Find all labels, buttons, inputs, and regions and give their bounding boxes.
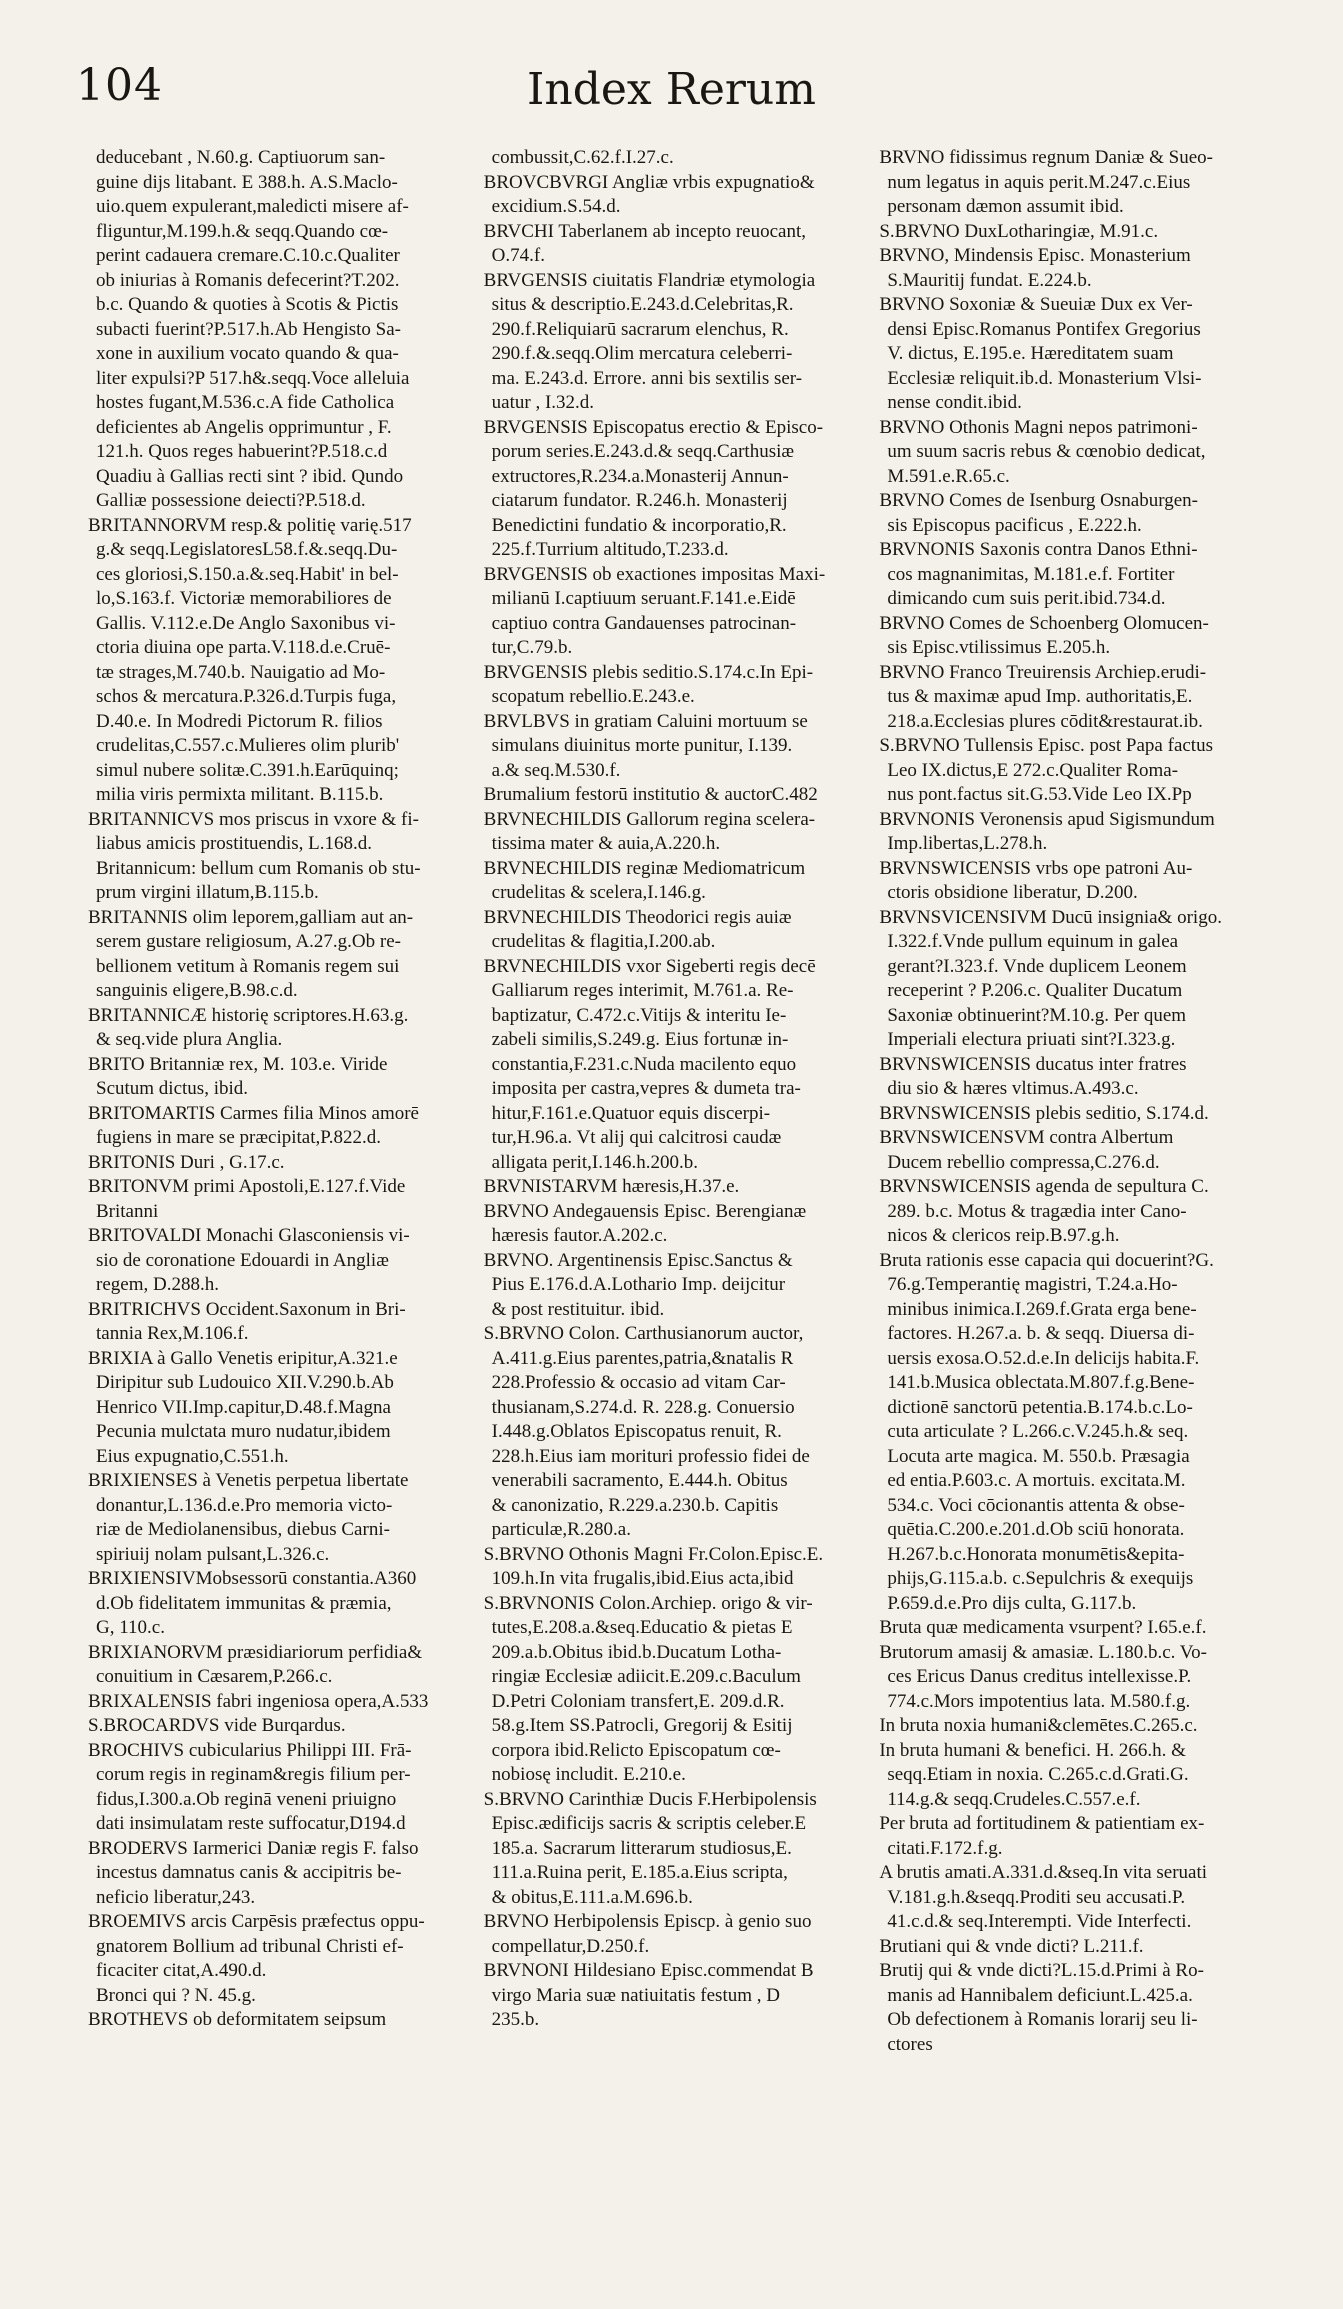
index-line: P.659.d.e.Pro dijs culta, G.117.b. xyxy=(887,1592,1137,1614)
index-line: xone in auxilium vocato quando & qua- xyxy=(96,343,399,364)
index-line: corpora ibid.Relicto Episcopatum cœ- xyxy=(491,1739,781,1761)
index-line: I.448.g.Oblatos Episcopatus renuit, R. xyxy=(491,1421,782,1442)
index-line: V. dictus, E.195.e. Hæreditatem suam xyxy=(887,343,1174,364)
index-line: D.Petri Coloniam transfert,E. 209.d.R. xyxy=(491,1690,785,1712)
index-line: Britanni xyxy=(96,1200,159,1222)
index-line: g.& seqq.LegislatoresL58.f.&.seqq.Du- xyxy=(96,539,398,560)
index-line: milia viris permixta militant. B.115.b. xyxy=(96,784,384,805)
index-line: receperint ? P.206.c. Qualiter Ducatum xyxy=(887,980,1183,1001)
index-line: cos magnanimitas, M.181.e.f. Fortiter xyxy=(887,563,1175,585)
index-line: D.40.e. In Modredi Pictorum R. filios xyxy=(96,710,383,732)
index-line: S.BRVNO Othonis Magni Fr.Colon.Episc.E. xyxy=(483,1543,824,1565)
index-line: BRVCHI Taberlanem ab incepto reuocant, xyxy=(483,220,807,242)
index-line: imposita per castra,vepres & dumeta tra- xyxy=(491,1078,801,1099)
index-line: BRVNO Othonis Magni nepos patrimoni- xyxy=(879,416,1198,438)
index-line: Imperiali electura priuati sint?I.323.g. xyxy=(887,1029,1176,1050)
index-line: thusianam,S.274.d. R. 228.g. Conuersio xyxy=(491,1396,795,1418)
index-line: BRVNONIS Saxonis contra Danos Ethni- xyxy=(879,539,1198,560)
index-line: sanguinis eligere,B.98.c.d. xyxy=(96,980,298,1001)
index-line: constantia,F.231.c.Nuda macilento equo xyxy=(491,1053,797,1075)
index-line: BRVNECHILDIS Theodorici regis auiæ xyxy=(483,906,792,928)
index-line: nicos & clericos reip.B.97.g.h. xyxy=(887,1225,1120,1246)
index-line: crudelitas & scelera,I.146.g. xyxy=(491,882,706,903)
index-line: dati insimulatam reste suffocatur,D194.d xyxy=(96,1813,406,1834)
index-line: S.BRVNONIS Colon.Archiep. origo & vir- xyxy=(483,1592,813,1614)
index-line: num legatus in aquis perit.M.247.c.Eius xyxy=(887,171,1191,193)
index-line: Quadiu à Gallias recti sint ? ibid. Qundo xyxy=(96,465,404,487)
index-line: tus & maximæ apud Imp. authoritatis,E. xyxy=(887,686,1193,707)
index-line: BRVNSWICENSIS vrbs ope patroni Au- xyxy=(879,857,1193,879)
index-line: hitur,F.161.e.Quatuor equis discerpi- xyxy=(491,1102,771,1124)
index-line: BRVGENSIS plebis seditio.S.174.c.In Epi- xyxy=(483,661,814,683)
index-line: ringiæ Ecclesiæ adiicit.E.209.c.Baculum xyxy=(491,1666,801,1687)
index-line: BRITANNIS olim leporem,galliam aut an- xyxy=(88,906,414,928)
index-line: factores. H.267.a. b. & seqq. Diuersa di- xyxy=(887,1323,1195,1344)
index-line: BRVNO. Argentinensis Episc.Sanctus & xyxy=(483,1249,793,1271)
index-line: Saxoniæ obtinuerint?M.10.g. Per quem xyxy=(887,1004,1187,1026)
index-line: um suum sacris rebus & cœnobio dedicat, xyxy=(887,441,1206,462)
index-line: Ecclesiæ reliquit.ib.d. Monasterium Vlsi- xyxy=(887,367,1202,389)
index-line: 209.a.b.Obitus ibid.b.Ducatum Lotha- xyxy=(491,1641,782,1663)
index-line: a.& seq.M.530.f. xyxy=(491,759,621,781)
index-line: S.BROCARDVS vide Burqardus. xyxy=(88,1715,346,1736)
index-line: ces gloriosi,S.150.a.&.seq.Habit' in bel- xyxy=(96,563,399,585)
index-line: dimicando cum suis perit.ibid.734.d. xyxy=(887,588,1166,609)
index-line: sio de coronatione Edouardi in Angliæ xyxy=(96,1249,389,1271)
index-line: perint cadauera cremare.C.10.c.Qualiter xyxy=(96,245,400,266)
index-line: H.267.b.c.Honorata monumētis&epita- xyxy=(887,1543,1185,1565)
index-line: Locuta arte magica. M. 550.b. Præsagia xyxy=(887,1445,1190,1467)
index-line: nus pont.factus sit.G.53.Vide Leo IX.Pp xyxy=(887,784,1192,805)
index-column-right xyxy=(879,146,1251,2266)
index-line: baptizatur, C.472.c.Vitijs & interitu Ie- xyxy=(491,1004,787,1026)
index-line: hostes fugant,M.536.c.A fide Catholica xyxy=(96,392,395,413)
index-line: uersis exosa.O.52.d.e.In delicijs habita.F. xyxy=(887,1347,1200,1369)
index-line: Gallis. V.112.e.De Anglo Saxonibus vi- xyxy=(96,612,396,634)
index-line: manis ad Hannibalem deficiunt.L.425.a. xyxy=(887,1984,1193,2006)
index-line: ed entia.P.603.c. A mortuis. excitata.M. xyxy=(887,1470,1186,1491)
index-line: 289. b.c. Motus & tragædia inter Cano- xyxy=(887,1200,1187,1222)
index-line: tur,C.79.b. xyxy=(491,637,573,658)
index-line: Britannicum: bellum cum Romanis ob stu- xyxy=(96,857,421,879)
index-line: lo,S.163.f. Victoriæ memorabiliores de xyxy=(96,588,392,609)
index-line: Benedictini fundatio & incorporatio,R. xyxy=(491,514,787,536)
index-line: ciatarum fundator. R.246.h. Monasterij xyxy=(491,490,788,511)
index-line: cuta articulate ? L.266.c.V.245.h.& seq. xyxy=(887,1421,1189,1442)
index-line: sis Episcopus pacificus , E.222.h. xyxy=(887,514,1142,536)
index-line: BRVNECHILDIS reginæ Mediomatricum xyxy=(483,857,806,879)
index-line: Bronci qui ? N. 45.g. xyxy=(96,1984,256,2006)
index-line: densi Episc.Romanus Pontifex Gregorius xyxy=(887,318,1201,340)
index-line: 185.a. Sacrarum litterarum studiosus,E. xyxy=(491,1837,792,1859)
index-line: d.Ob fidelitatem immunitas & præmia, xyxy=(96,1592,392,1614)
index-line: BRVGENSIS Episcopatus erectio & Episco- xyxy=(483,416,824,438)
index-line: compellatur,D.250.f. xyxy=(491,1935,650,1957)
index-line: V.181.g.h.&seqq.Proditi seu accusati.P. xyxy=(887,1886,1186,1908)
index-line: Galliarum reges interimit, M.761.a. Re- xyxy=(491,980,794,1001)
index-line: 774.c.Mors impotentius lata. M.580.f.g. xyxy=(887,1690,1191,1712)
index-line: G, 110.c. xyxy=(96,1617,165,1638)
index-line: tæ strages,M.740.b. Nauigatio ad Mo- xyxy=(96,661,386,683)
index-line: Scutum dictus, ibid. xyxy=(96,1078,248,1099)
index-line: 141.b.Musica oblectata.M.807.f.g.Bene- xyxy=(887,1372,1195,1393)
index-line: BROCHIVS cubicularius Philippi III. Frā- xyxy=(88,1739,412,1761)
index-line: S.BRVNO Colon. Carthusianorum auctor, xyxy=(483,1323,804,1344)
index-line: ces Ericus Danus creditus intellexisse.P. xyxy=(887,1666,1192,1687)
index-line: O.74.f. xyxy=(491,245,545,266)
index-line: dictionē sanctorū petentia.B.174.b.c.Lo- xyxy=(887,1396,1193,1418)
index-line: Leo IX.dictus,E 272.c.Qualiter Roma- xyxy=(887,759,1179,781)
index-line: BRVNO Soxoniæ & Sueuiæ Dux ex Ver- xyxy=(879,294,1193,315)
index-line: Pecunia mulctata muro nudatur,ibidem xyxy=(96,1421,391,1442)
index-line: regem, D.288.h. xyxy=(96,1274,219,1295)
index-line: Brutorum amasij & amasiæ. L.180.b.c. Vo- xyxy=(879,1641,1207,1663)
index-line: BRIXIENSES à Venetis perpetua libertate xyxy=(88,1470,409,1491)
index-line: corum regis in reginam&regis filium per- xyxy=(96,1764,411,1785)
index-line: 114.g.& seqq.Crudeles.C.557.e.f. xyxy=(887,1788,1141,1810)
index-line: excidium.S.54.d. xyxy=(491,196,621,217)
index-line: 41.c.d.& seq.Interempti. Vide Interfecti. xyxy=(887,1911,1192,1932)
index-line: 228.h.Eius iam morituri professio fidei de xyxy=(491,1445,810,1467)
index-line: schos & mercatura.P.326.d.Turpis fuga, xyxy=(96,686,397,707)
index-line: BRIXIANORVM præsidiariorum perfidia& xyxy=(88,1641,423,1663)
index-line: nobiosę includit. E.210.e. xyxy=(491,1764,686,1785)
index-line: situs & descriptio.E.243.d.Celebritas,R. xyxy=(491,294,794,315)
index-line: BRITOMARTIS Carmes filia Minos amorē xyxy=(88,1102,419,1124)
index-column-middle xyxy=(484,146,856,2266)
index-line: 290.f.&.seqq.Olim mercatura celeberri- xyxy=(491,343,793,364)
index-line: tur,H.96.a. Vt alij qui calcitrosi caudæ xyxy=(491,1127,782,1148)
index-line: fliguntur,M.199.h.& seqq.Quando cœ- xyxy=(96,220,389,242)
index-line: tutes,E.208.a.&seq.Educatio & pietas E xyxy=(491,1617,793,1638)
index-line: BROTHEVS ob deformitatem seipsum xyxy=(88,2009,387,2030)
index-line: Eius expugnatio,C.551.h. xyxy=(96,1445,289,1467)
index-line: hæresis fautor.A.202.c. xyxy=(491,1225,668,1246)
index-line: BRVNO Comes de Schoenberg Olomucen- xyxy=(879,612,1209,634)
index-line: BRVNSWICENSIS agenda de sepultura C. xyxy=(879,1176,1209,1197)
index-line: liter expulsi?P 517.h&.seqq.Voce alleluia xyxy=(96,367,410,389)
index-line: A brutis amati.A.331.d.&seq.In vita seruati xyxy=(879,1862,1208,1883)
index-line: 225.f.Turrium altitudo,T.233.d. xyxy=(491,539,729,560)
index-line: zabeli similis,S.249.g. Eius fortunæ in- xyxy=(491,1029,789,1050)
index-line: BRIXIENSIVMobsessorū constantia.A360 xyxy=(88,1568,417,1589)
index-line: nense condit.ibid. xyxy=(887,392,1022,413)
index-line: 109.h.In vita frugalis,ibid.Eius acta,ibid xyxy=(491,1568,794,1589)
index-line: 76.g.Temperantię magistri, T.24.a.Ho- xyxy=(887,1274,1178,1295)
index-line: BRVNSWICENSIS ducatus inter fratres xyxy=(879,1053,1187,1075)
index-line: personam dæmon assumit ibid. xyxy=(887,196,1124,217)
index-line: tissima mater & auia,A.220.h. xyxy=(491,833,721,854)
index-line: 121.h. Quos reges habuerint?P.518.c.d xyxy=(96,441,388,462)
index-line: minibus inimica.I.269.f.Grata erga bene- xyxy=(887,1298,1197,1320)
index-line: fugiens in mare se præcipitat,P.822.d. xyxy=(96,1127,381,1148)
index-line: BRVGENSIS ciuitatis Flandriæ etymologia xyxy=(483,269,816,291)
index-line: scopatum rebellio.E.243.e. xyxy=(491,686,695,707)
index-line: BRVNECHILDIS vxor Sigeberti regis decē xyxy=(483,955,816,977)
index-line: seqq.Etiam in noxia. C.265.c.d.Grati.G. xyxy=(887,1764,1189,1785)
index-line: prum virgini illatum,B.115.b. xyxy=(96,882,319,903)
index-line: citati.F.172.f.g. xyxy=(887,1837,1003,1859)
index-line: BRITANNICÆ historię scriptores.H.63.g. xyxy=(88,1004,409,1026)
index-line: Per bruta ad fortitudinem & patientiam ex- xyxy=(879,1813,1205,1834)
index-line: bellionem vetitum à Romanis regem sui xyxy=(96,955,400,977)
index-line: In bruta noxia humani&clemētes.C.265.c. xyxy=(879,1715,1198,1736)
index-line: ob iniurias à Romanis defecerint?T.202. xyxy=(96,269,400,291)
index-line: Imp.libertas,L.278.h. xyxy=(887,833,1048,854)
index-line: alligata perit,I.146.h.200.b. xyxy=(491,1151,698,1173)
index-line: Galliæ possessione deiecti?P.518.d. xyxy=(96,490,366,511)
index-line: extructores,R.234.a.Monasterij Annun- xyxy=(491,465,789,487)
index-line: BRODERVS Iarmerici Daniæ regis F. falso xyxy=(88,1837,419,1859)
index-line: M.591.e.R.65.c. xyxy=(887,465,1010,487)
index-line: sis Episc.vtilissimus E.205.h. xyxy=(887,637,1111,658)
index-line: diu sio & hæres vltimus.A.493.c. xyxy=(887,1078,1139,1099)
index-line: 111.a.Ruina perit, E.185.a.Eius scripta, xyxy=(491,1862,788,1883)
index-line: BRITANNORVM resp.& politię varię.517 xyxy=(88,514,412,536)
index-line: ma. E.243.d. Errore. anni bis sextilis ser- xyxy=(491,367,803,389)
index-line: BRVNSVICENSIVM Ducū insignia& origo. xyxy=(879,906,1222,928)
index-line: S.BRVNO DuxLotharingiæ, M.91.c. xyxy=(879,220,1159,242)
index-line: crudelitas,C.557.c.Mulieres olim plurib' xyxy=(96,735,400,756)
index-line: virgo Maria suæ natiuitatis festum , D xyxy=(491,1984,780,2006)
index-line: BROVCBVRGI Angliæ vrbis expugnatio& xyxy=(483,171,815,193)
index-line: BRVNONI Hildesiano Episc.commendat B xyxy=(483,1960,814,1981)
index-line: porum series.E.243.d.& seqq.Carthusiæ xyxy=(491,441,795,462)
index-line: & canonizatio, R.229.a.230.b. Capitis xyxy=(491,1494,779,1516)
index-line: Brumalium festorū institutio & auctorC.482 xyxy=(483,784,818,805)
index-line: deficientes ab Angelis opprimuntur , F. xyxy=(96,416,392,438)
index-line: Ob defectionem à Romanis lorarij seu li- xyxy=(887,2009,1198,2030)
index-line: BRVNONIS Veronensis apud Sigismundum xyxy=(879,808,1215,830)
index-line: & seq.vide plura Anglia. xyxy=(96,1029,283,1050)
index-line: b.c. Quando & quoties à Scotis & Pictis xyxy=(96,294,399,315)
index-line: & obitus,E.111.a.M.696.b. xyxy=(491,1886,693,1908)
index-line: captiuo contra Gandauenses patrocinan- xyxy=(491,612,797,634)
index-line: particulæ,R.280.a. xyxy=(491,1519,631,1540)
index-line: 228.Professio & occasio ad vitam Car- xyxy=(491,1372,786,1393)
index-line: 218.a.Ecclesias plures cōdit&restaurat.ib. xyxy=(887,710,1203,732)
index-line: ctoria diuina ope parta.V.118.d.e.Cruē- xyxy=(96,637,391,658)
index-line: BRITONVM primi Apostoli,E.127.f.Vide xyxy=(88,1176,406,1197)
index-line: BRVNO fidissimus regnum Daniæ & Sueo- xyxy=(879,147,1213,168)
index-line: milianū I.captiuum seruant.F.141.e.Eidē xyxy=(491,588,796,609)
index-line: simulans diuinitus morte punitur, I.139. xyxy=(491,735,793,756)
index-line: donantur,L.136.d.e.Pro memoria victo- xyxy=(96,1494,393,1516)
index-line: serem gustare religiosum, A.27.g.Ob re- xyxy=(96,931,401,952)
index-line: I.322.f.Vnde pullum equinum in galea xyxy=(887,931,1179,952)
index-line: crudelitas & flagitia,I.200.ab. xyxy=(491,931,716,952)
index-line: gerant?I.323.f. Vnde duplicem Leonem xyxy=(887,955,1187,977)
page-title: Index Rerum xyxy=(527,64,816,115)
index-line: riæ de Mediolanensibus, diebus Carni- xyxy=(96,1519,390,1540)
index-line: 290.f.Reliquiarū sacrarum elenchus, R. xyxy=(491,318,789,340)
index-line: neficio liberatur,243. xyxy=(96,1886,256,1908)
index-line: Brutiani qui & vnde dicti? L.211.f. xyxy=(879,1935,1144,1957)
index-line: A.411.g.Eius parentes,patria,&natalis R xyxy=(491,1347,794,1369)
index-line: BRVNSWICENSIS plebis seditio, S.174.d. xyxy=(879,1102,1209,1124)
index-line: Henrico VII.Imp.capitur,D.48.f.Magna xyxy=(96,1396,391,1418)
index-line: subacti fuerint?P.517.h.Ab Hengisto Sa- xyxy=(96,318,402,340)
index-line: tannia Rex,M.106.f. xyxy=(96,1323,249,1344)
index-line: BRIXALENSIS fabri ingeniosa opera,A.533 xyxy=(88,1690,429,1712)
index-line: BRVNO Andegauensis Episc. Berengianæ xyxy=(483,1200,807,1222)
index-line: 58.g.Item SS.Patrocli, Gregorij & Esitij xyxy=(491,1715,793,1736)
index-line: 235.b. xyxy=(491,2009,540,2030)
index-line: BRITOVALDI Monachi Glasconiensis vi- xyxy=(88,1225,410,1246)
index-line: fidus,I.300.a.Ob reginā veneni priuigno xyxy=(96,1788,397,1810)
index-line: BRITANNICVS mos priscus in vxore & fi- xyxy=(88,808,419,830)
index-line: liabus amicis prostituendis, L.168.d. xyxy=(96,833,373,854)
index-line: venerabili sacramento, E.444.h. Obitus xyxy=(491,1470,788,1491)
index-line: uatur , I.32.d. xyxy=(491,392,595,413)
page-number: 104 xyxy=(76,60,163,111)
index-line: BRITO Britanniæ rex, M. 103.e. Viride xyxy=(88,1053,388,1075)
index-line: spiriuij nolam pulsant,L.326.c. xyxy=(96,1543,330,1565)
index-line: phijs,G.115.a.b. c.Sepulchris & exequijs xyxy=(887,1568,1194,1589)
index-line: Pius E.176.d.A.Lothario Imp. deijcitur xyxy=(491,1274,786,1295)
index-line: S.BRVNO Tullensis Episc. post Papa factus xyxy=(879,735,1213,756)
index-line: S.BRVNO Carinthiæ Ducis F.Herbipolensis xyxy=(483,1788,817,1810)
index-line: BRITRICHVS Occident.Saxonum in Bri- xyxy=(88,1298,406,1320)
index-line: BROEMIVS arcis Carpēsis præfectus oppu- xyxy=(88,1911,425,1932)
index-line: quētia.C.200.e.201.d.Ob sciū honorata. xyxy=(887,1519,1185,1540)
index-line: BRIXIA à Gallo Venetis eripitur,A.321.e xyxy=(88,1347,398,1369)
index-line: BRVGENSIS ob exactiones impositas Maxi- xyxy=(483,563,826,585)
index-line: BRVLBVS in gratiam Caluini mortuum se xyxy=(483,710,808,732)
index-line: BRVNECHILDIS Gallorum regina scelera- xyxy=(483,808,816,830)
index-line: gnatorem Bollium ad tribunal Christi ef- xyxy=(96,1935,404,1957)
index-line: BRVNO Herbipolensis Episcp. à genio suo xyxy=(483,1911,812,1932)
index-column-left xyxy=(88,146,460,2266)
index-line: BRVNO Comes de Isenburg Osnaburgen- xyxy=(879,490,1198,511)
index-line: BRVNISTARVM hæresis,H.37.e. xyxy=(483,1176,740,1197)
index-line: simul nubere solitæ.C.391.h.Earūquinq; xyxy=(96,759,399,781)
index-line: deducebant , N.60.g. Captiuorum san- xyxy=(96,147,386,168)
index-line: Diripitur sub Ludouico XII.V.290.b.Ab xyxy=(96,1372,394,1393)
index-line: Episc.ædificijs sacris & scriptis celeber.E xyxy=(491,1813,807,1834)
index-line: combussit,C.62.f.I.27.c. xyxy=(491,147,674,168)
index-line: ficaciter citat,A.490.d. xyxy=(96,1960,267,1981)
index-line: BRVNO Franco Treuirensis Archiep.erudi- xyxy=(879,661,1207,683)
index-line: conuitium in Cæsarem,P.266.c. xyxy=(96,1666,333,1687)
index-line: BRVNSWICENSVM contra Albertum xyxy=(879,1127,1174,1148)
index-line: uio.quem expulerant,maledicti misere af- xyxy=(96,196,409,217)
index-line: Ducem rebellio compressa,C.276.d. xyxy=(887,1151,1160,1173)
index-line: BRITONIS Duri , G.17.c. xyxy=(88,1151,285,1173)
index-line: Bruta rationis esse capacia qui docuerint?G. xyxy=(879,1249,1214,1271)
index-line: ctoris obsidione liberatur, D.200. xyxy=(887,882,1138,903)
index-line: S.Mauritij fundat. E.224.b. xyxy=(887,269,1092,291)
index-line: BRVNO, Mindensis Episc. Monasterium xyxy=(879,245,1191,266)
index-line: ctores xyxy=(887,2033,933,2055)
index-line: Brutij qui & vnde dicti?L.15.d.Primi à Ro- xyxy=(879,1960,1204,1981)
index-line: guine dijs litabant. E 388.h. A.S.Maclo- xyxy=(96,171,398,193)
index-columns xyxy=(88,146,1251,2266)
index-line: Bruta quæ medicamenta vsurpent? I.65.e.f. xyxy=(879,1617,1207,1638)
index-line: & post restituitur. ibid. xyxy=(491,1298,665,1320)
index-line: In bruta humani & benefici. H. 266.h. & xyxy=(879,1739,1186,1761)
index-line: incestus damnatus canis & accipitris be- xyxy=(96,1862,402,1883)
index-line: 534.c. Voci cōcionantis attenta & obse- xyxy=(887,1494,1185,1516)
